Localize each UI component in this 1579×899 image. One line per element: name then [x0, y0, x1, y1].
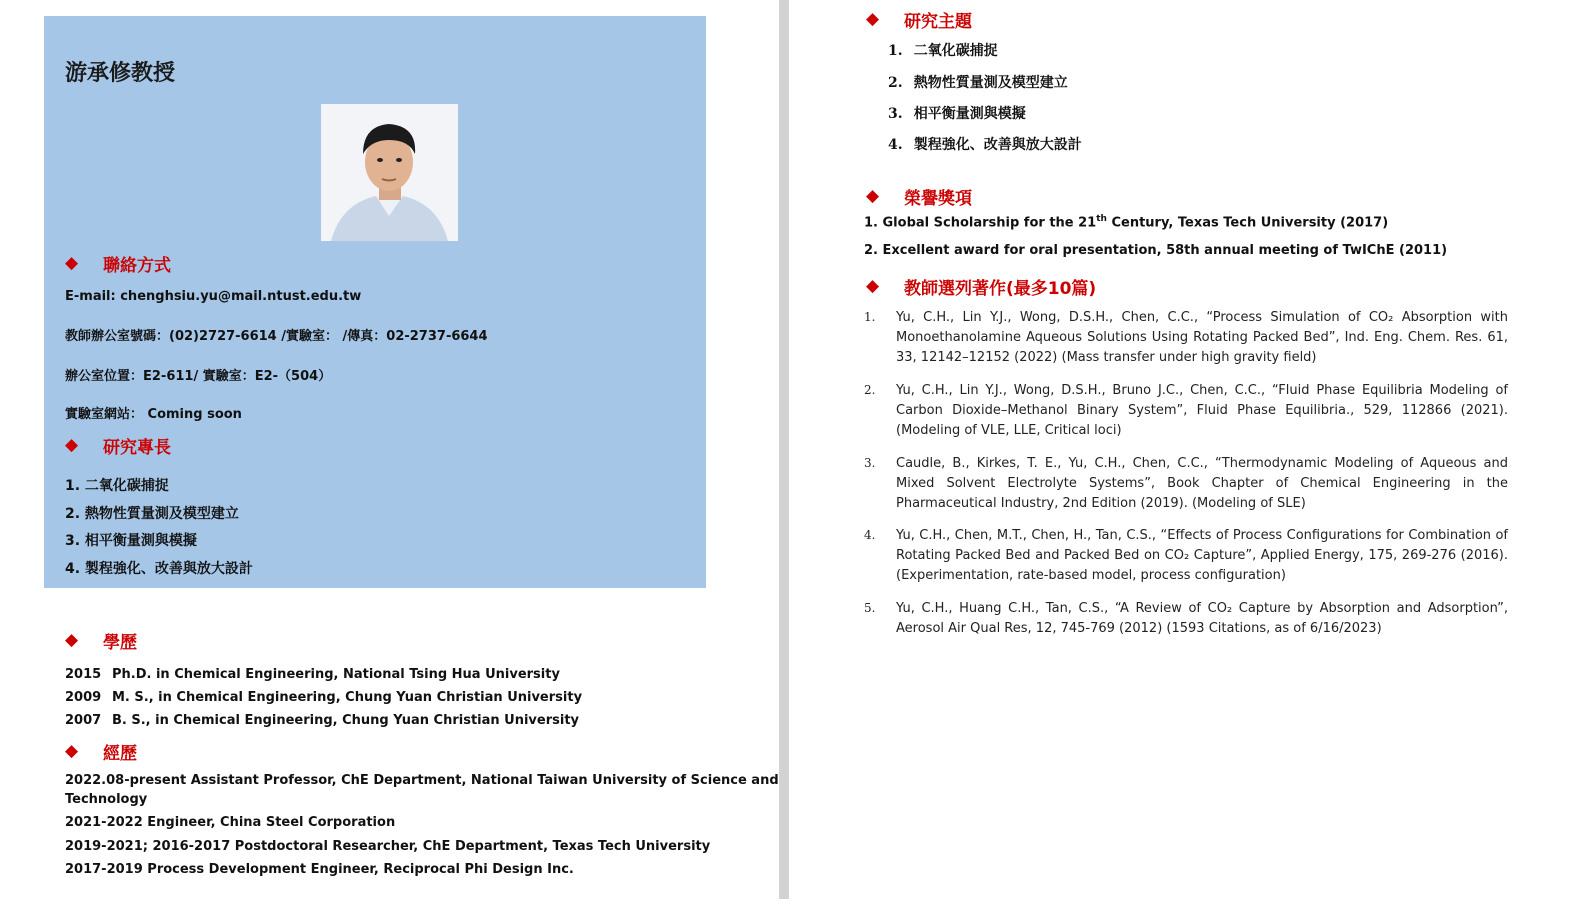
publication-item: Yu, C.H., Huang C.H., Tan, C.S., “A Review of CO₂ Capture by Absorption and Adsorption”, Aerosol Air Qual Res, 12, 745-769 (2012) (1593 Citations, as of 6/16/2023) — [896, 601, 1508, 636]
diamond-bullet-icon: ◆ — [866, 9, 880, 29]
education-degree: Ph.D. in Chemical Engineering, National Tsing Hua University — [112, 667, 560, 682]
experience-item: 2021-2022 Engineer, China Steel Corporation — [65, 815, 396, 830]
honors-heading: ◆ 榮譽獎項 — [866, 186, 972, 209]
publication-item: Yu, C.H., Chen, M.T., Chen, H., Tan, C.S., “Effects of Process Configurations for Combination of Rotating Packed Bed and Packed Bed on CO₂ Capture”, Applied Energy, 175, 269-276 (2016). (Experimentation, rate-based model, process configuration) — [896, 528, 1508, 583]
publication-number: 5. — [864, 601, 876, 615]
honor-item: 2. Excellent award for oral presentation, 58th annual meeting of TwIChE (2011) — [864, 243, 1448, 258]
education-degree: M. S., in Chemical Engineering, Chung Yuan Christian University — [112, 690, 583, 705]
portrait-image — [321, 104, 458, 241]
experience-item: 2017-2019 Process Development Engineer, Reciprocal Phi Design Inc. — [65, 862, 574, 877]
diamond-bullet-icon: ◆ — [65, 435, 79, 455]
expertise-item: 3. 相平衡量測與模擬 — [65, 533, 197, 549]
diamond-bullet-icon: ◆ — [866, 186, 880, 206]
education-year: 2015 — [65, 667, 102, 682]
education-year: 2009 — [65, 690, 102, 705]
portrait-photo — [321, 104, 458, 241]
topic-item: 3. 相平衡量測與模擬 — [888, 106, 1026, 122]
diamond-bullet-icon: ◆ — [65, 253, 79, 273]
expertise-item: 4. 製程強化、改善與放大設計 — [65, 561, 253, 577]
experience-item-continued: Technology — [65, 792, 148, 807]
expertise-item: 2. 熱物性質量測及模型建立 — [65, 506, 239, 522]
honor-item: 1. Global Scholarship for the 21th Century, Texas Tech University (2017) — [864, 214, 1389, 231]
diamond-bullet-icon: ◆ — [866, 276, 880, 296]
education-degree: B. S., in Chemical Engineering, Chung Yuan Christian University — [112, 713, 580, 728]
email-text: E-mail: chenghsiu.yu@mail.ntust.edu.tw — [65, 289, 362, 304]
publication-number: 4. — [864, 528, 876, 542]
professor-name: 游承修教授 — [65, 61, 176, 86]
diamond-bullet-icon: ◆ — [65, 741, 79, 761]
publication-number: 1. — [864, 310, 876, 324]
diamond-bullet-icon: ◆ — [65, 630, 79, 650]
experience-item: 2019-2021; 2016-2017 Postdoctoral Researcher, ChE Department, Texas Tech University — [65, 839, 711, 854]
phone-text: 教師辦公室號碼：(02)2727-6614 /實驗室： /傳真：02-2737-6644 — [65, 329, 488, 344]
office-location-text: 辦公室位置：E2-611/ 實驗室：E2-（504） — [65, 369, 332, 384]
publication-item: Yu, C.H., Lin Y.J., Wong, D.S.H., Chen, C.C., “Process Simulation of CO₂ Absorption with Monoethanolamine Aqueous Solutions Using Rotating Packed Bed”, Ind. Eng. Chem. Res. 61, 33, 12142–12152 (2022) (Mass transfer under high gravity field) — [896, 310, 1508, 365]
publication-item: Yu, C.H., Lin Y.J., Wong, D.S.H., Bruno J.C., Chen, C.C., “Fluid Phase Equilibria Modeling of Carbon Dioxide–Methanol Binary System”, Fluid Phase Equilibria., 529, 112866 (2021). (Modeling of VLE, LLE, Critical loci) — [896, 383, 1508, 438]
topic-item: 4. 製程強化、改善與放大設計 — [888, 137, 1082, 153]
topic-item: 1. 二氧化碳捕捉 — [888, 43, 998, 59]
research-topics-heading: ◆ 研究主題 — [866, 9, 972, 32]
expertise-heading: ◆ 研究專長 — [65, 435, 171, 458]
page-divider — [779, 0, 789, 899]
expertise-item: 1. 二氧化碳捕捉 — [65, 478, 169, 494]
publications-heading: ◆ 教師選列著作(最多10篇) — [866, 276, 1097, 299]
experience-heading: ◆ 經歷 — [65, 741, 137, 764]
lab-website-text: 實驗室網站： Coming soon — [65, 407, 242, 422]
topic-item: 2. 熱物性質量測及模型建立 — [888, 75, 1068, 91]
publication-number: 3. — [864, 456, 876, 470]
experience-item: 2022.08-present Assistant Professor, ChE Department, National Taiwan University of Science and — [65, 773, 779, 788]
publication-number: 2. — [864, 383, 876, 397]
education-year: 2007 — [65, 713, 102, 728]
contact-heading: ◆ 聯絡方式 — [65, 253, 171, 276]
education-heading: ◆ 學歷 — [65, 630, 137, 653]
publication-item: Caudle, B., Kirkes, T. E., Yu, C.H., Chen, C.C., “Thermodynamic Modeling of Aqueous and Mixed Solvent Electrolyte Systems”, Book Chapter of Chemical Engineering in the Pharmaceutical Industry, 2nd Edition (2019). (Modeling of SLE) — [896, 456, 1508, 511]
